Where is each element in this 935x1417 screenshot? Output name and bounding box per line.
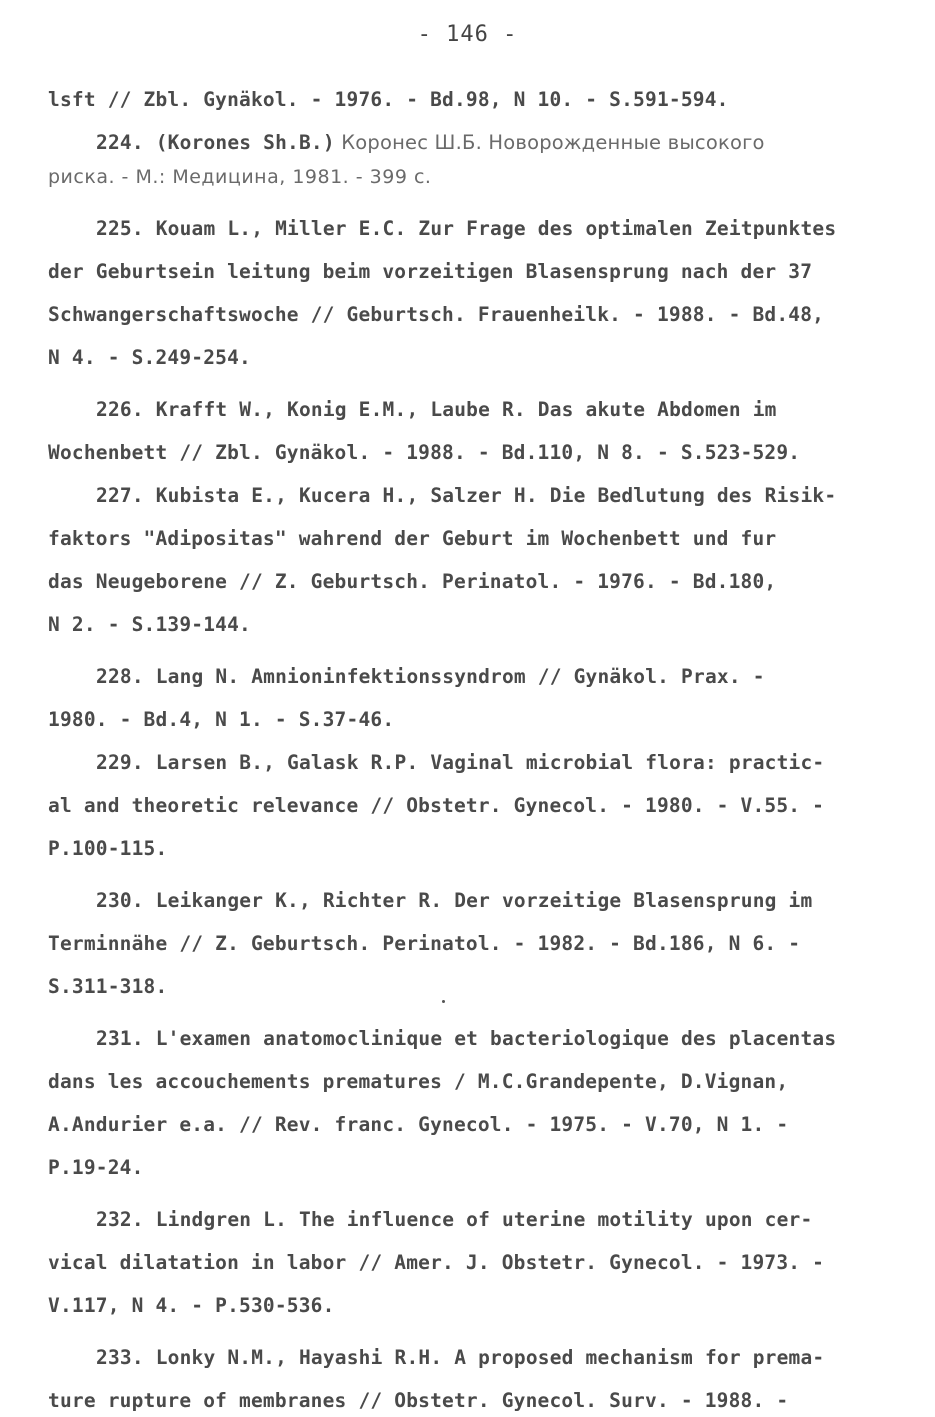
ref-line: 233. Lonky N.M., Hayashi R.H. A proposed mechanism for prema-	[96, 1346, 825, 1369]
ref-line: 232. Lindgren L. The influence of uterine motility upon cer-	[96, 1208, 813, 1231]
ref-line: vical dilatation in labor // Amer. J. Obstetr. Gynecol. - 1973. -	[48, 1251, 825, 1274]
ref-line: 230. Leikanger K., Richter R. Der vorzeitige Blasensprung im	[96, 889, 813, 912]
ref-line: dans les accouchements prematures / M.C.Grandepente, D.Vignan,	[48, 1070, 789, 1093]
ref-224-author: 224. (Korones Sh.B.)	[96, 131, 335, 154]
ref-line: Terminnähe // Z. Geburtsch. Perinatol. - 1982. - Bd.186, N 6. -	[48, 932, 801, 955]
ref-line: S.311-318.	[48, 975, 168, 998]
ref-line: ture rupture of membranes // Obstetr. Gynecol. Surv. - 1988. -	[48, 1389, 789, 1412]
ref-line: N 4. - S.249-254.	[48, 346, 251, 369]
ref-line: A.Andurier e.a. // Rev. franc. Gynecol. - 1975. - V.70, N 1. -	[48, 1113, 789, 1136]
ref-line: 228. Lang N. Amnioninfektionssyndrom // Gynäkol. Prax. -	[96, 665, 765, 688]
ref-224-title: Коронес Ш.Б. Новорожденные высокого	[334, 131, 765, 154]
page-number: - 146 -	[417, 22, 518, 47]
ref-line: das Neugeborene // Z. Geburtsch. Perinatol. - 1976. - Bd.180,	[48, 570, 777, 593]
ref-line	[48, 127, 898, 159]
ref-line: 227. Kubista E., Kucera H., Salzer H. Die Bedlutung des Risik-	[96, 484, 837, 507]
ref-line: der Geburtsein leitung beim vorzeitigen Blasensprung nach der 37	[48, 260, 813, 283]
ref-line: 1980. - Bd.4, N 1. - S.37-46.	[48, 708, 395, 731]
ref-line: P.100-115.	[48, 837, 168, 860]
ref-line: N 2. - S.139-144.	[48, 613, 251, 636]
ref-line: lsft // Zbl. Gynäkol. - 1976. - Bd.98, N 10. - S.591-594.	[48, 88, 729, 111]
ref-line: 231. L'examen anatomoclinique et bacteriologique des placentas	[96, 1027, 837, 1050]
ref-line: Schwangerschaftswoche // Geburtsch. Frauenheilk. - 1988. - Bd.48,	[48, 303, 825, 326]
ref-line: faktors "Adipositas" wahrend der Geburt im Wochenbett und fur	[48, 527, 777, 550]
reference-list	[48, 84, 898, 1417]
ref-line: al and theoretic relevance // Obstetr. Gynecol. - 1980. - V.55. -	[48, 794, 825, 817]
ref-line: 225. Kouam L., Miller E.C. Zur Frage des optimalen Zeitpunktes	[96, 217, 837, 240]
ref-line: P.19-24.	[48, 1156, 144, 1179]
ref-line: 226. Krafft W., Konig E.M., Laube R. Das akute Abdomen im	[96, 398, 777, 421]
ref-line: 229. Larsen B., Galask R.P. Vaginal microbial flora: practic-	[96, 751, 825, 774]
scan-speck	[442, 1000, 445, 1003]
ref-line: Wochenbett // Zbl. Gynäkol. - 1988. - Bd.110, N 8. - S.523-529.	[48, 441, 801, 464]
ref-line: риска. - М.: Медицина, 1981. - 399 с.	[48, 166, 432, 188]
ref-line: V.117, N 4. - P.530-536.	[48, 1294, 335, 1317]
